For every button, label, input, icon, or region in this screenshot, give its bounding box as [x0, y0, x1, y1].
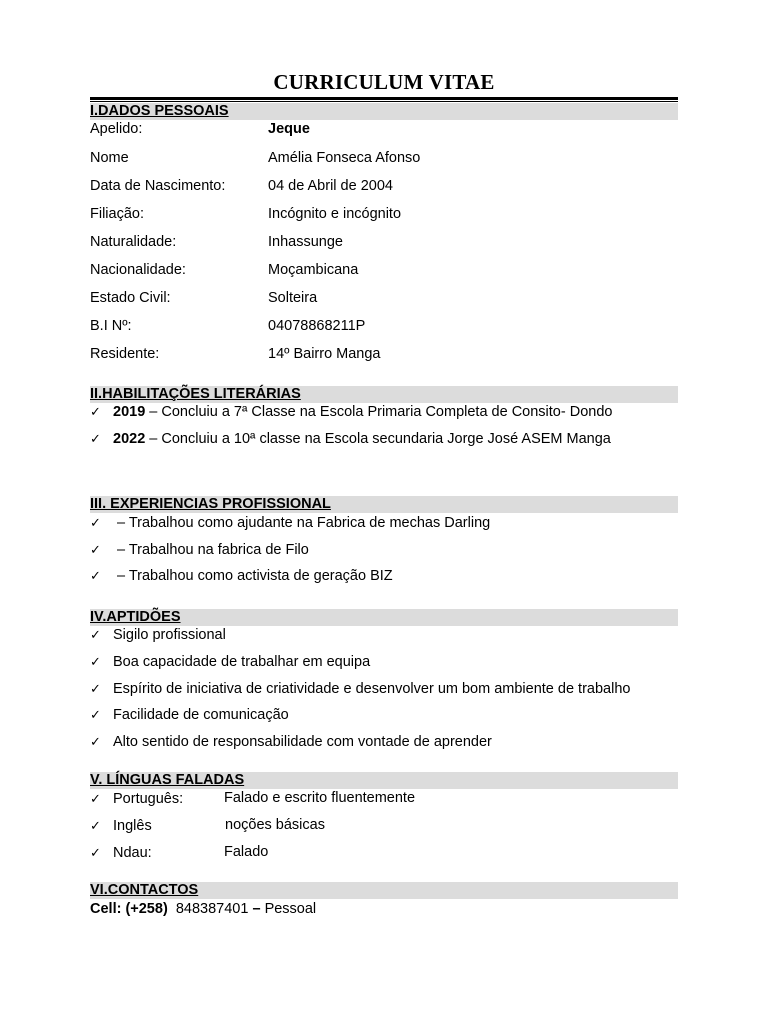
skill-text: Sigilo profissional	[113, 627, 226, 643]
personal-value-name: Amélia Fonseca Afonso	[268, 150, 421, 166]
contact-line	[90, 900, 316, 918]
check-icon: ✓	[90, 627, 101, 642]
education-item	[90, 430, 611, 448]
skill-text: Boa capacidade de trabalhar em equipa	[113, 654, 371, 670]
personal-value-nationality: Moçambicana	[268, 262, 359, 278]
language-item	[90, 817, 152, 835]
check-icon: ✓	[90, 431, 101, 446]
experience-item	[90, 567, 393, 585]
personal-value-birthdate: 04 de Abril de 2004	[268, 178, 393, 194]
check-icon: ✓	[90, 542, 101, 557]
personal-label-name: Nome	[90, 150, 129, 166]
experience-item	[90, 541, 309, 559]
language-item	[90, 844, 152, 862]
check-icon: ✓	[90, 791, 101, 806]
skill-text: Facilidade de comunicação	[113, 707, 289, 723]
check-icon: ✓	[90, 707, 101, 722]
check-icon: ✓	[90, 568, 101, 583]
personal-value-residence: 14º Bairro Manga	[268, 346, 381, 362]
section-personal-header: I.DADOS PESSOAIS	[90, 103, 678, 120]
personal-label-id-number: B.I Nº:	[90, 318, 132, 334]
personal-label-surname: Apelido:	[90, 121, 143, 137]
skill-item	[90, 706, 289, 724]
skill-item	[90, 653, 370, 671]
language-item	[90, 790, 183, 808]
section-education-header: II.HABILITAÇÕES LITERÁRIAS	[90, 386, 678, 403]
skill-text: Alto sentido de responsabilidade com vontade de aprender	[113, 734, 492, 750]
language-name: Inglês	[113, 818, 152, 834]
experience-text: – Trabalhou na fabrica de Filo	[117, 542, 309, 558]
check-icon: ✓	[90, 845, 101, 860]
education-text: – Concluiu a 10ª classe na Escola secundaria Jorge José ASEM Manga	[145, 431, 611, 447]
contact-label: Cell: (+258)	[90, 901, 168, 917]
education-item	[90, 403, 612, 421]
experience-text: – Trabalhou como activista de geração BIZ	[117, 568, 393, 584]
personal-label-birthplace: Naturalidade:	[90, 234, 177, 250]
section-languages-header: V. LÍNGUAS FALADAS	[90, 772, 678, 789]
section-experience-header: III. EXPERIENCIAS PROFISSIONAL	[90, 496, 678, 513]
experience-item	[90, 514, 490, 532]
education-year: 2022	[113, 431, 146, 447]
language-name: Português:	[113, 791, 184, 807]
contact-dash: –	[252, 901, 261, 917]
education-year: 2019	[113, 404, 146, 420]
contact-type: Pessoal	[264, 901, 317, 917]
check-icon: ✓	[90, 818, 101, 833]
contact-number: 848387401	[175, 901, 249, 917]
personal-label-nationality: Nacionalidade:	[90, 262, 186, 278]
language-level: Falado	[224, 844, 269, 860]
skill-item	[90, 680, 630, 698]
document-title: CURRICULUM VITAE	[273, 70, 495, 94]
education-text: – Concluiu a 7ª Classe na Escola Primaria Completa de Consito- Dondo	[145, 404, 613, 420]
experience-text: – Trabalhou como ajudante na Fabrica de mechas Darling	[117, 515, 491, 531]
personal-label-marital-status: Estado Civil:	[90, 290, 171, 306]
check-icon: ✓	[90, 734, 101, 749]
title-rule-thin	[90, 101, 678, 102]
skill-item	[90, 733, 492, 751]
personal-label-filiation: Filiação:	[90, 206, 144, 222]
section-contacts-header: VI.CONTACTOS	[90, 882, 678, 899]
personal-value-marital-status: Solteira	[268, 290, 318, 306]
personal-value-birthplace: Inhassunge	[268, 234, 343, 250]
skill-text: Espírito de iniciativa de criatividade e desenvolver um bom ambiente de trabalho	[113, 681, 631, 697]
check-icon: ✓	[90, 404, 101, 419]
check-icon: ✓	[90, 654, 101, 669]
language-level: Falado e escrito fluentemente	[224, 790, 416, 806]
title-rule-thick	[90, 97, 678, 100]
personal-label-residence: Residente:	[90, 346, 160, 362]
language-level: noções básicas	[225, 817, 325, 833]
personal-value-id-number: 04078868211P	[268, 318, 366, 334]
section-skills-header: IV.APTIDÕES	[90, 609, 678, 626]
skill-item	[90, 626, 226, 644]
check-icon: ✓	[90, 681, 101, 696]
personal-value-filiation: Incógnito e incógnito	[268, 206, 402, 222]
language-name: Ndau:	[113, 845, 152, 861]
check-icon: ✓	[90, 515, 101, 530]
personal-label-birthdate: Data de Nascimento:	[90, 178, 226, 194]
personal-value-surname: Jeque	[268, 121, 310, 137]
